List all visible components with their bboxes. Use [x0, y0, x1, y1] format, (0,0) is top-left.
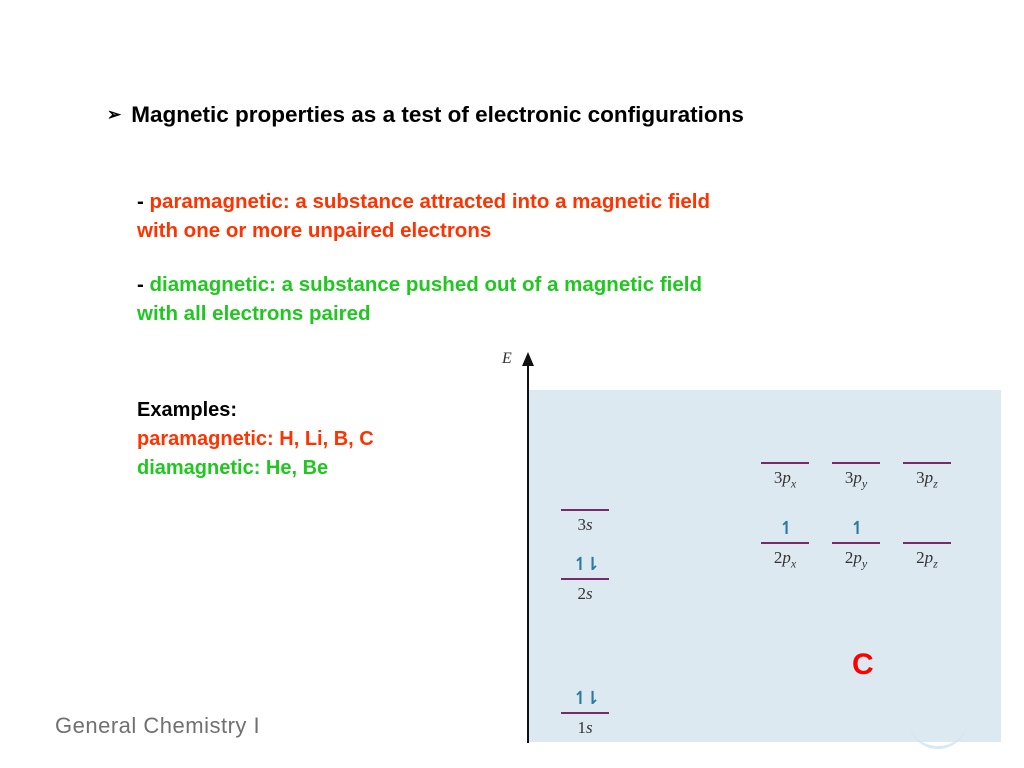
footer-logo-icon	[908, 706, 968, 749]
paramagnetic-definition: - paramagnetic: a substance attracted into a magnetic field with one or more unpaired electrons	[137, 187, 710, 245]
footer-course-title: General Chemistry I	[55, 713, 261, 738]
orbital-3px: $3p_x$	[761, 462, 809, 491]
orbital-3py: $3p_y$	[832, 462, 880, 491]
orbital-2s: 2s	[561, 578, 609, 604]
element-label-carbon: C	[852, 648, 874, 681]
examples-diamagnetic: diamagnetic: He, Be	[137, 457, 329, 479]
orbital-2pz: $2p_z$	[903, 542, 951, 571]
paramagnetic-line1: paramagnetic: a substance attracted into a magnetic field	[149, 190, 711, 213]
heading-text: Magnetic properties as a test of electronic configurations	[131, 102, 744, 127]
orbital-2px: $2p_x$	[761, 542, 809, 571]
energy-axis-label: E	[502, 350, 512, 367]
orbital-1s: 1s	[561, 712, 609, 738]
diamagnetic-line1: diamagnetic: a substance pushed out of a magnetic field	[149, 273, 702, 296]
examples-title: Examples:	[137, 399, 238, 421]
orbital-2py: $2p_y$	[832, 542, 880, 571]
electron-pair-2s: ↿⇂	[572, 554, 598, 575]
diamagnetic-definition: - diamagnetic: a substance pushed out of a magnetic field with all electrons paired	[137, 270, 702, 328]
paramagnetic-line2: with one or more unpaired electrons	[137, 219, 492, 242]
axis-arrow-icon	[522, 352, 534, 366]
energy-axis	[527, 360, 529, 743]
orbital-3s: 3s	[561, 509, 609, 535]
examples-block	[137, 396, 374, 483]
orbital-3pz: $3p_z$	[903, 462, 951, 491]
diamagnetic-line2: with all electrons paired	[137, 302, 371, 325]
slide-heading	[107, 102, 744, 128]
electron-2px: ↿	[778, 518, 792, 539]
arrow-bullet-icon: ➢	[107, 105, 122, 124]
electron-pair-1s: ↿⇂	[572, 688, 598, 709]
electron-2py: ↿	[849, 518, 863, 539]
examples-paramagnetic: paramagnetic: H, Li, B, C	[137, 428, 374, 450]
